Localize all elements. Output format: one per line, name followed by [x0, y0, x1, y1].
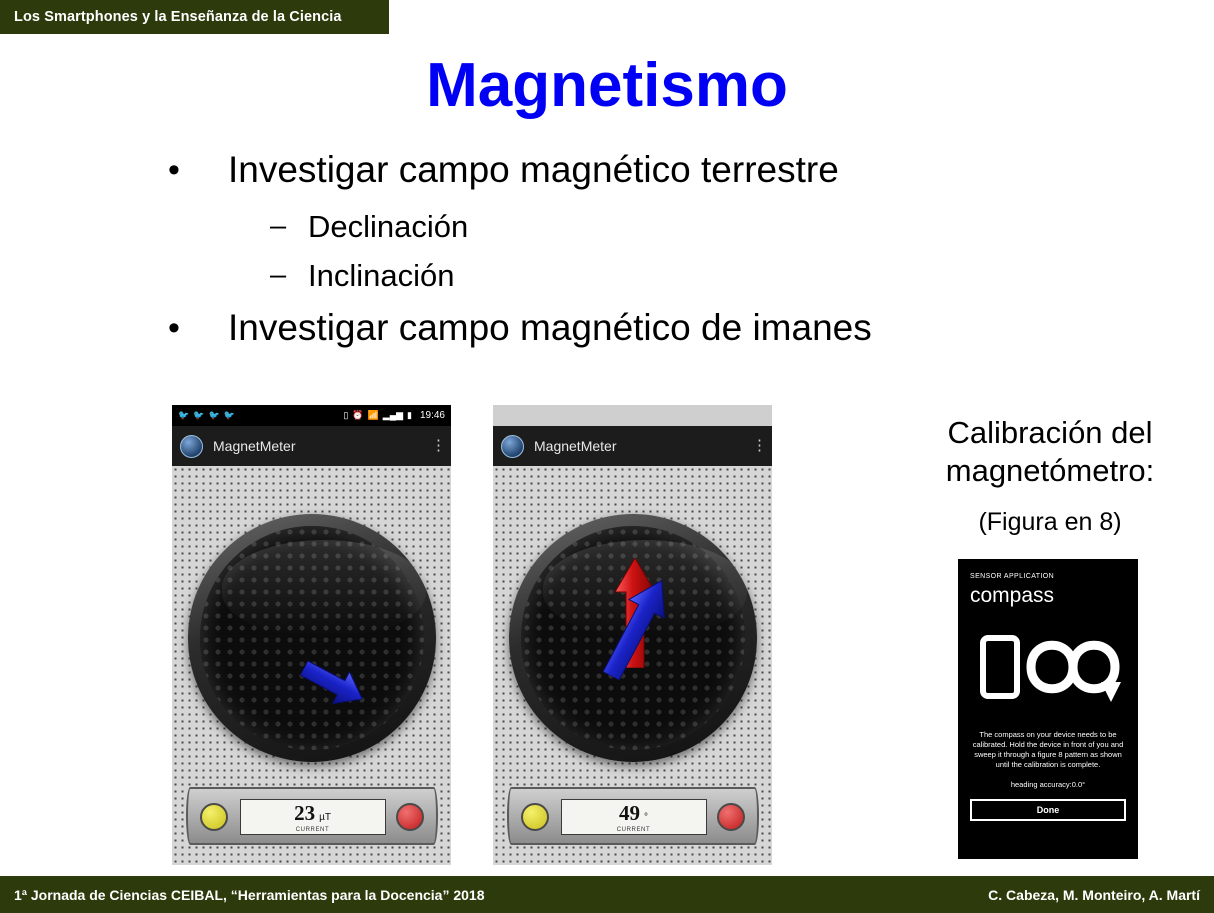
- app-title: MagnetMeter: [534, 438, 617, 454]
- app-bar: [493, 426, 772, 466]
- readout-panel-group: [186, 781, 438, 847]
- bullet-text: Investigar campo magnético terrestre: [228, 149, 839, 190]
- compass-title: compass: [970, 584, 1055, 607]
- header-tab-label: Los Smartphones y la Enseñanza de la Ciencia: [14, 9, 342, 25]
- status-led-yellow: [521, 803, 549, 831]
- calibration-line-2: magnetómetro:: [945, 453, 1155, 488]
- bullet-item-1: [160, 144, 1040, 196]
- dial-gloss: [222, 540, 426, 636]
- app-title: MagnetMeter: [213, 438, 296, 454]
- readout-unit: °: [644, 812, 648, 823]
- footer-bar: [0, 876, 1214, 913]
- battery-icon: ▮: [407, 410, 412, 420]
- bullet-item-1-sub-1: [160, 204, 1040, 249]
- bullet-text: Investigar campo magnético de imanes: [228, 307, 872, 348]
- alarm-icon: ⏰: [352, 410, 364, 420]
- heading-accuracy: heading accuracy:0.0°: [1010, 780, 1086, 789]
- magnet-dial: [188, 514, 436, 762]
- bullet-sub-marker: –: [270, 259, 287, 291]
- app-bar: [172, 426, 451, 466]
- bullet-sub-marker: –: [270, 210, 287, 242]
- twitter-icon: 🐦: [223, 410, 235, 420]
- readout-panel-group: [507, 781, 759, 847]
- status-led-yellow: [200, 803, 228, 831]
- bullet-marker: •: [168, 151, 180, 189]
- kebab-menu-icon[interactable]: ⋮: [431, 437, 446, 454]
- compass-calibration-card: [958, 559, 1138, 859]
- magnet-dial: [509, 514, 757, 762]
- wifi-icon: 📶: [367, 410, 379, 420]
- readout-value: 49: [619, 801, 640, 825]
- readout-display: [240, 799, 386, 835]
- kebab-menu-icon[interactable]: ⋮: [752, 437, 767, 454]
- bullet-item-1-sub-2: [160, 253, 1040, 298]
- meter-body: [172, 466, 451, 865]
- header-tab: [0, 0, 389, 34]
- status-clock: 19:46: [419, 410, 445, 421]
- bullet-item-2: [160, 302, 1040, 354]
- figure-eight-note: (Figura en 8): [978, 508, 1122, 536]
- sim-icon: ▯: [343, 410, 349, 420]
- calibration-instructions: The compass on your device needs to be calibrated. Hold the device in front of you and sweep it through a figure 8 pattern as shown until the calibration is complete.: [972, 730, 1124, 769]
- calibration-text-block: [900, 414, 1200, 537]
- readout-unit: µT: [319, 812, 331, 823]
- readout-label: CURRENT: [616, 827, 651, 833]
- bullet-marker: •: [168, 309, 180, 347]
- footer-left-text: 1ª Jornada de Ciencias CEIBAL, “Herramientas para la Docencia” 2018: [14, 886, 485, 903]
- calibration-line-1: Calibración del: [947, 415, 1153, 450]
- bullet-list: [160, 144, 1040, 362]
- twitter-icon: 🐦: [208, 410, 220, 420]
- sensor-application-kicker: SENSOR APPLICATION: [970, 573, 1055, 580]
- readout-value: 23: [294, 801, 316, 825]
- bullet-sub-text: Declinación: [308, 209, 469, 244]
- screenshot-magnetmeter-field: [172, 405, 451, 865]
- figure-eight-calibration-icon: [970, 616, 1126, 724]
- meter-body: [493, 466, 772, 865]
- magnetmeter-app-icon: [180, 435, 203, 458]
- footer-right-text: C. Cabeza, M. Monteiro, A. Martí: [988, 886, 1200, 903]
- twitter-icon: 🐦: [193, 410, 205, 420]
- bullet-sub-text: Inclinación: [308, 258, 455, 293]
- twitter-icon: 🐦: [178, 410, 190, 420]
- status-led-red: [717, 803, 745, 831]
- readout-display: [561, 799, 707, 835]
- signal-icon: ▂▄▆: [382, 410, 404, 420]
- magnetmeter-app-icon: [501, 435, 524, 458]
- page-title: Magnetismo: [426, 51, 788, 120]
- readout-label: CURRENT: [295, 827, 330, 833]
- dial-inner-face: [200, 526, 424, 750]
- screenshot-magnetmeter-inclination: [493, 405, 772, 865]
- android-status-bar: [172, 405, 451, 426]
- status-led-red: [396, 803, 424, 831]
- done-button[interactable]: Done: [970, 799, 1126, 821]
